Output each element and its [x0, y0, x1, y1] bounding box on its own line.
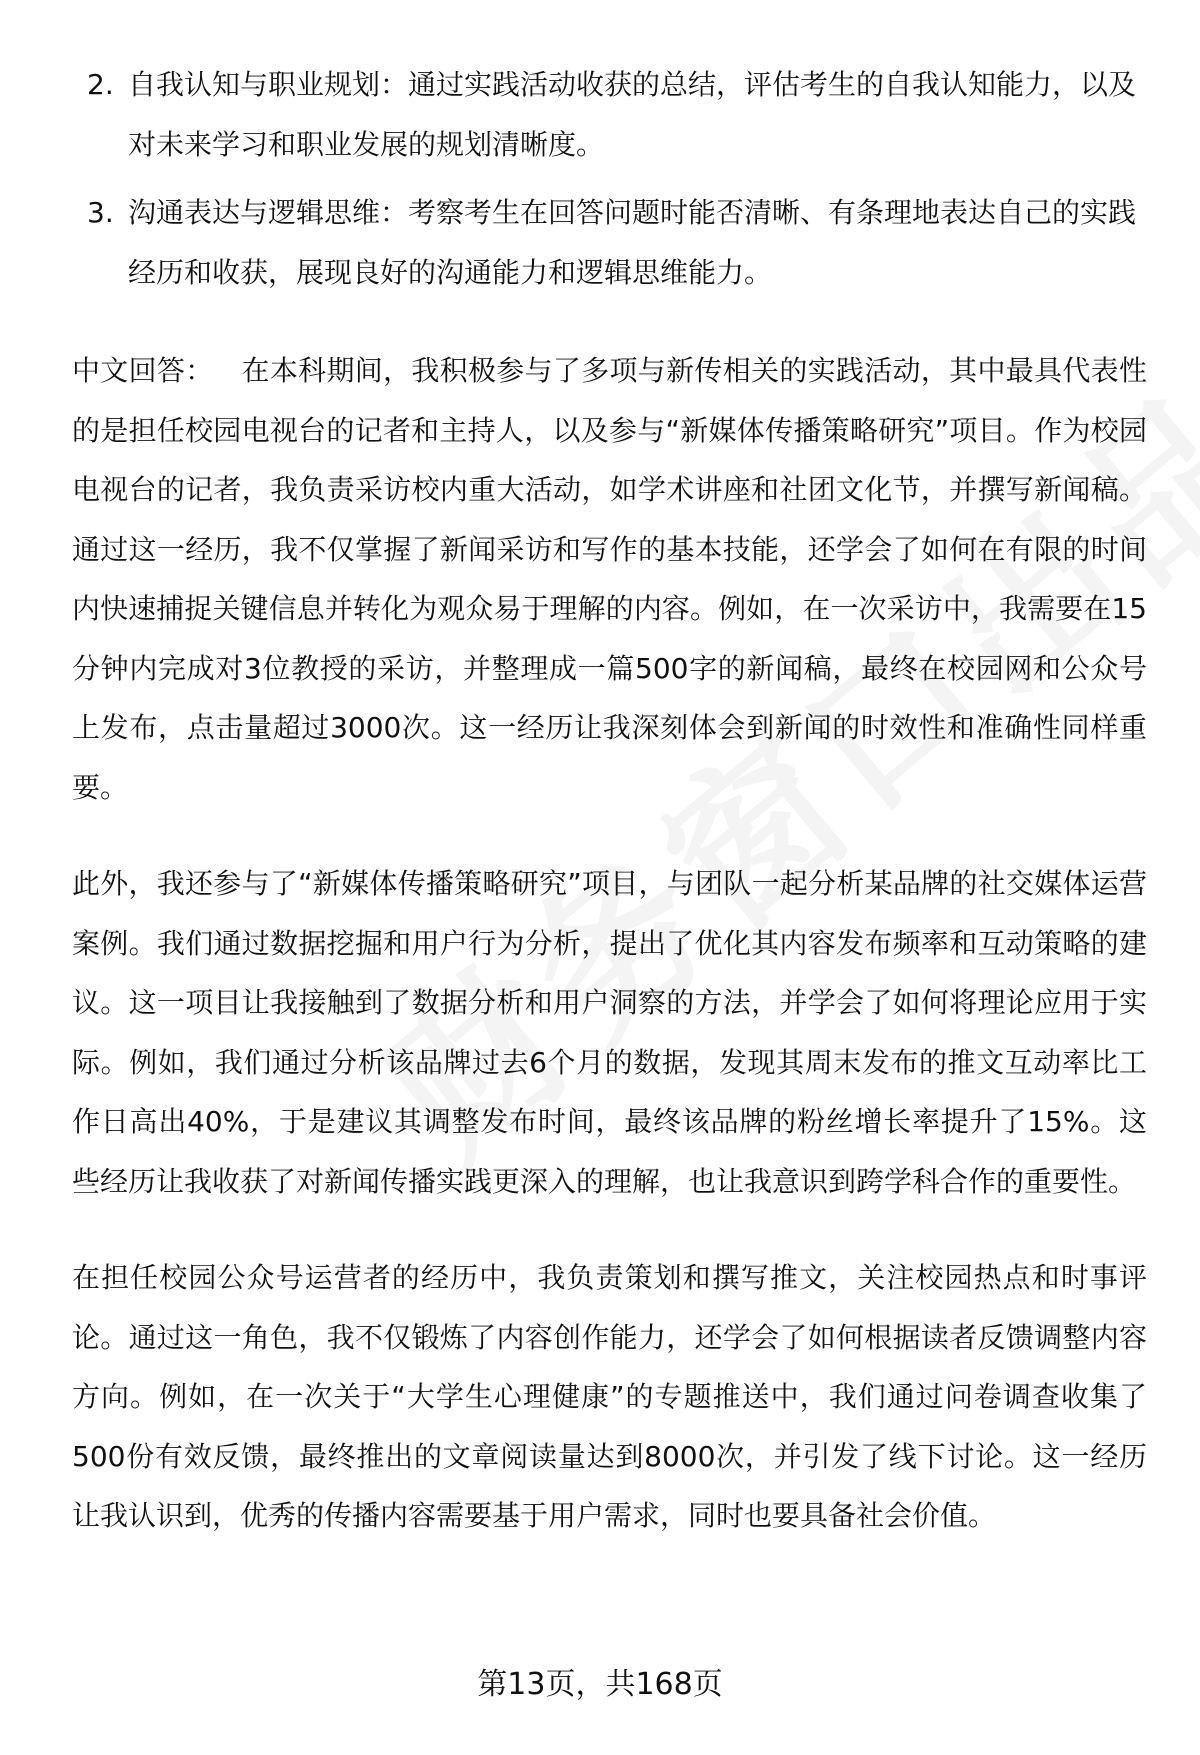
list-item: [72, 55, 1147, 175]
paragraph: [72, 1248, 1147, 1546]
paragraph-text: 在担任校园公众号运营者的经历中，我负责策划和撰写推文，关注校园热点和时事评论。通过这一角色，我不仅锻炼了内容创作能力，还学会了如何根据读者反馈调整内容方向。例如，在一次关于“大学生心理健康”的专题推送中，我们通过问卷调查收集了500份有效反馈，最终推出的文章阅读量达到8000次，并引发了线下讨论。这一经历让我认识到，优秀的传播内容需要基于用户需求，同时也要具备社会价值。: [72, 1261, 1147, 1532]
document-body: [72, 55, 1147, 1546]
paragraph-text: 在本科期间，我积极参与了多项与新传相关的实践活动，其中最具代表性的是担任校园电视台的记者和主持人，以及参与“新媒体传播策略研究”项目。作为校园电视台的记者，我负责采访校内重大活动，如学术讲座和社团文化节，并撰写新闻稿。通过这一经历，我不仅掌握了新闻采访和写作的基本技能，还学会了如何在有限的时间内快速捕捉关键信息并转化为观众易于理解的内容。例如，在一次采访中，我需要在15分钟内完成对3位教授的采访，并整理成一篇500字的新闻稿，最终在校园网和公众号上发布，点击量超过3000次。这一经历让我深刻体会到新闻的时效性和准确性同样重要。: [72, 354, 1147, 804]
list-item-number: 2.: [87, 68, 114, 101]
paragraph-text: 此外，我还参与了“新媒体传播策略研究”项目，与团队一起分析某品牌的社交媒体运营案例。我们通过数据挖掘和用户行为分析，提出了优化其内容发布频率和互动策略的建议。这一项目让我接触到了数据分析和用户洞察的方法，并学会了如何将理论应用于实际。例如，我们通过分析该品牌过去6个月的数据，发现其周末发布的推文互动率比工作日高出40%，于是建议其调整发布时间，最终该品牌的粉丝增长率提升了15%。这些经历让我收获了对新闻传播实践更深入的理解，也让我意识到跨学科合作的重要性。: [72, 867, 1147, 1198]
paragraph: [72, 854, 1147, 1211]
answer-label: 中文回答：: [72, 354, 214, 387]
list-item-number: 3.: [87, 196, 114, 229]
list-item: [72, 183, 1147, 303]
page-number: 第13页，共168页: [477, 1667, 723, 1702]
list-item-text: 沟通表达与逻辑思维：考察考生在回答问题时能否清晰、有条理地表达自己的实践经历和收获，展现良好的沟通能力和逻辑思维能力。: [128, 196, 1137, 289]
criteria-list: [72, 55, 1147, 303]
answer-paragraph: [72, 341, 1147, 817]
list-item-text: 自我认知与职业规划：通过实践活动收获的总结，评估考生的自我认知能力，以及对未来学习和职业发展的规划清晰度。: [128, 68, 1137, 161]
